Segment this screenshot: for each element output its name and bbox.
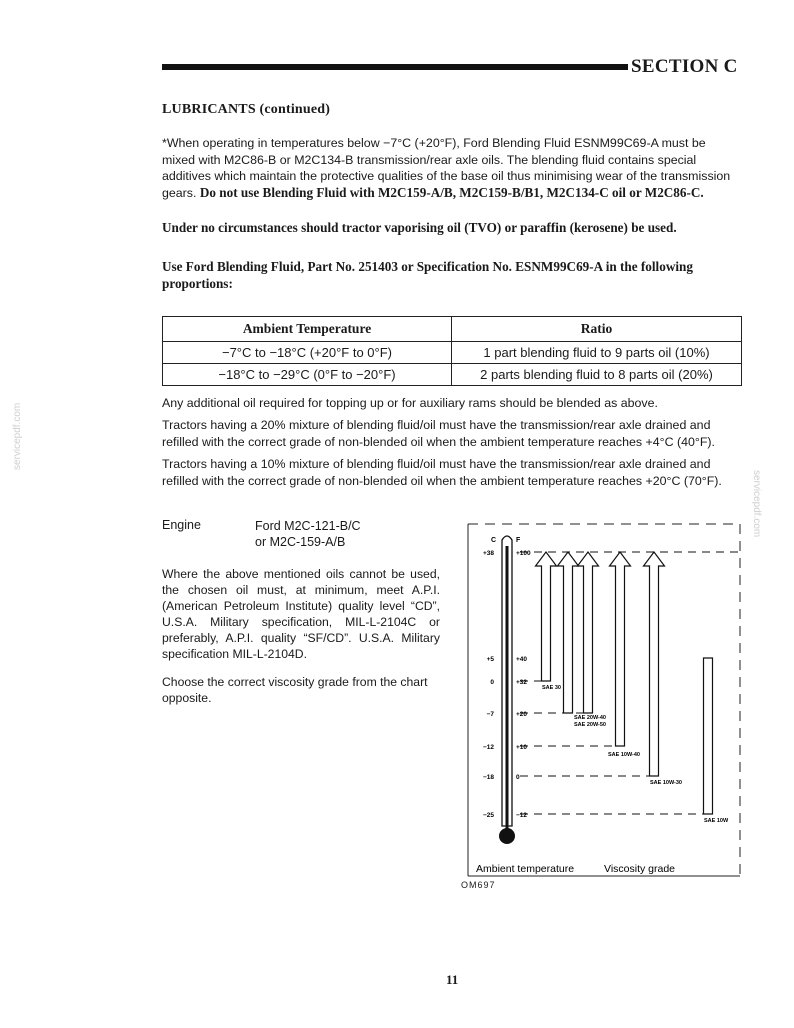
section-title: SECTION C <box>631 56 738 77</box>
table-row <box>163 342 742 364</box>
tick-label-f: +32 <box>516 679 528 686</box>
watermark-right: servicepdf.com <box>751 470 762 538</box>
grade-label: SAE 20W-40 <box>574 715 606 721</box>
tick-label-f: +100 <box>516 550 531 557</box>
engine-spec-line: Ford M2C-121-B/C <box>255 519 361 533</box>
thermometer-mercury <box>506 546 509 830</box>
engine-spec-line: or M2C-159-A/B <box>255 535 346 549</box>
table-header-ratio: Ratio <box>452 317 742 342</box>
grade-bar <box>644 552 665 776</box>
thermometer <box>499 536 515 844</box>
paragraph-blending-fluid <box>162 135 742 201</box>
paragraph-text: *When operating in temperatures below −7°C (+20°F), Ford Blending Fluid ESNM99C69-A must be mixed with M2C86-B or M2C134-B transmission/rear axle oils. The blending fluid contains special additives which maintain the protective qualities of the base oil thus minimising wear of the transmission gears. <box>162 136 731 200</box>
engine-spec <box>255 518 361 550</box>
grade-bar <box>610 552 631 746</box>
tick-label-f: +40 <box>516 656 528 663</box>
header-rule <box>162 64 628 70</box>
chart-frame <box>468 524 740 876</box>
table-cell: 2 parts blending fluid to 8 parts oil (20%) <box>452 364 742 386</box>
table-header-row <box>163 317 742 342</box>
chart-code: OM697 <box>461 880 496 890</box>
watermark-left: servicepdf.com <box>12 402 23 470</box>
table-cell: −7°C to −18°C (+20°F to 0°F) <box>163 342 452 364</box>
unit-c: C <box>490 537 496 544</box>
unit-f: F <box>516 537 521 544</box>
page-number: 11 <box>446 972 459 987</box>
paragraph-warning: Do not use Blending Fluid with M2C159-A/B, M2C159-B/B1, M2C134-C oil or M2C86-C. <box>199 184 704 200</box>
grade-label: SAE 10W <box>704 818 729 824</box>
x-label-ambient: Ambient temperature <box>476 863 575 875</box>
paragraph-proportions: Use Ford Blending Fluid, Part No. 251403 or Specification No. ESNM99C69-A in the following proportions: <box>162 259 693 291</box>
table-row <box>163 364 742 386</box>
tick-label-c: +38 <box>482 550 494 557</box>
blending-ratio-table <box>162 316 742 386</box>
table-header-temperature: Ambient Temperature <box>163 317 452 342</box>
paragraph-topping-up: Any additional oil required for topping up or for auxiliary rams should be blended as above. <box>162 396 658 410</box>
grade-label: SAE 10W-30 <box>650 780 682 786</box>
engine-label: Engine <box>162 518 201 532</box>
tick-label-c: −25 <box>482 812 494 819</box>
tick-label-c: 0 <box>490 679 494 686</box>
grade-bar <box>704 658 713 814</box>
tick-label-f: +20 <box>516 711 528 718</box>
tick-label-c: +5 <box>486 656 494 663</box>
chart-note: Choose the correct viscosity grade from the chart opposite. <box>162 675 428 705</box>
tick-label-f: +10 <box>516 744 528 751</box>
grade-layer <box>520 552 740 824</box>
page-heading: LUBRICANTS (continued) <box>162 102 331 117</box>
table-cell: −18°C to −29°C (0°F to −20°F) <box>163 364 452 386</box>
paragraph-20-percent: Tractors having a 20% mixture of blending fluid/oil must have the transmission/rear axle drained and refilled with the correct grade of non-blended oil when the ambient temperature reaches +4°C (40°F). <box>162 418 715 449</box>
tick-label-f: 0 <box>516 774 520 781</box>
grade-label: SAE 10W-40 <box>608 752 640 758</box>
table-cell: 1 part blending fluid to 9 parts oil (10%) <box>452 342 742 364</box>
grade-bar <box>536 552 557 681</box>
grade-label: SAE 20W-50 <box>574 722 606 728</box>
paragraph-tvo-warning: Under no circumstances should tractor vaporising oil (TVO) or paraffin (kerosene) be used. <box>162 220 677 235</box>
tick-label-f: −12 <box>516 812 528 819</box>
tick-label-c: −18 <box>482 774 494 781</box>
grade-label: SAE 30 <box>542 685 561 691</box>
tick-label-c: −7 <box>486 711 494 718</box>
grade-bar <box>578 552 599 713</box>
thermometer-bulb <box>499 828 515 844</box>
tick-label-c: −12 <box>482 744 494 751</box>
engine-oil-note: Where the above mentioned oils cannot be used, the chosen oil must, at minimum, meet A.P.I. (American Petroleum Institute) quality level “CD”, U.S.A. Military specification, MIL-L-2104C or preferably, A.P.I. quality “SF/CD”. U.S.A. Military specification MIL-L-2104D. <box>162 567 440 661</box>
x-label-viscosity: Viscosity grade <box>604 863 676 875</box>
viscosity-chart <box>458 518 744 880</box>
paragraph-10-percent: Tractors having a 10% mixture of blending fluid/oil must have the transmission/rear axle drained and refilled with the correct grade of non-blended oil when the ambient temperature reaches +20°C (70°F). <box>162 457 722 488</box>
